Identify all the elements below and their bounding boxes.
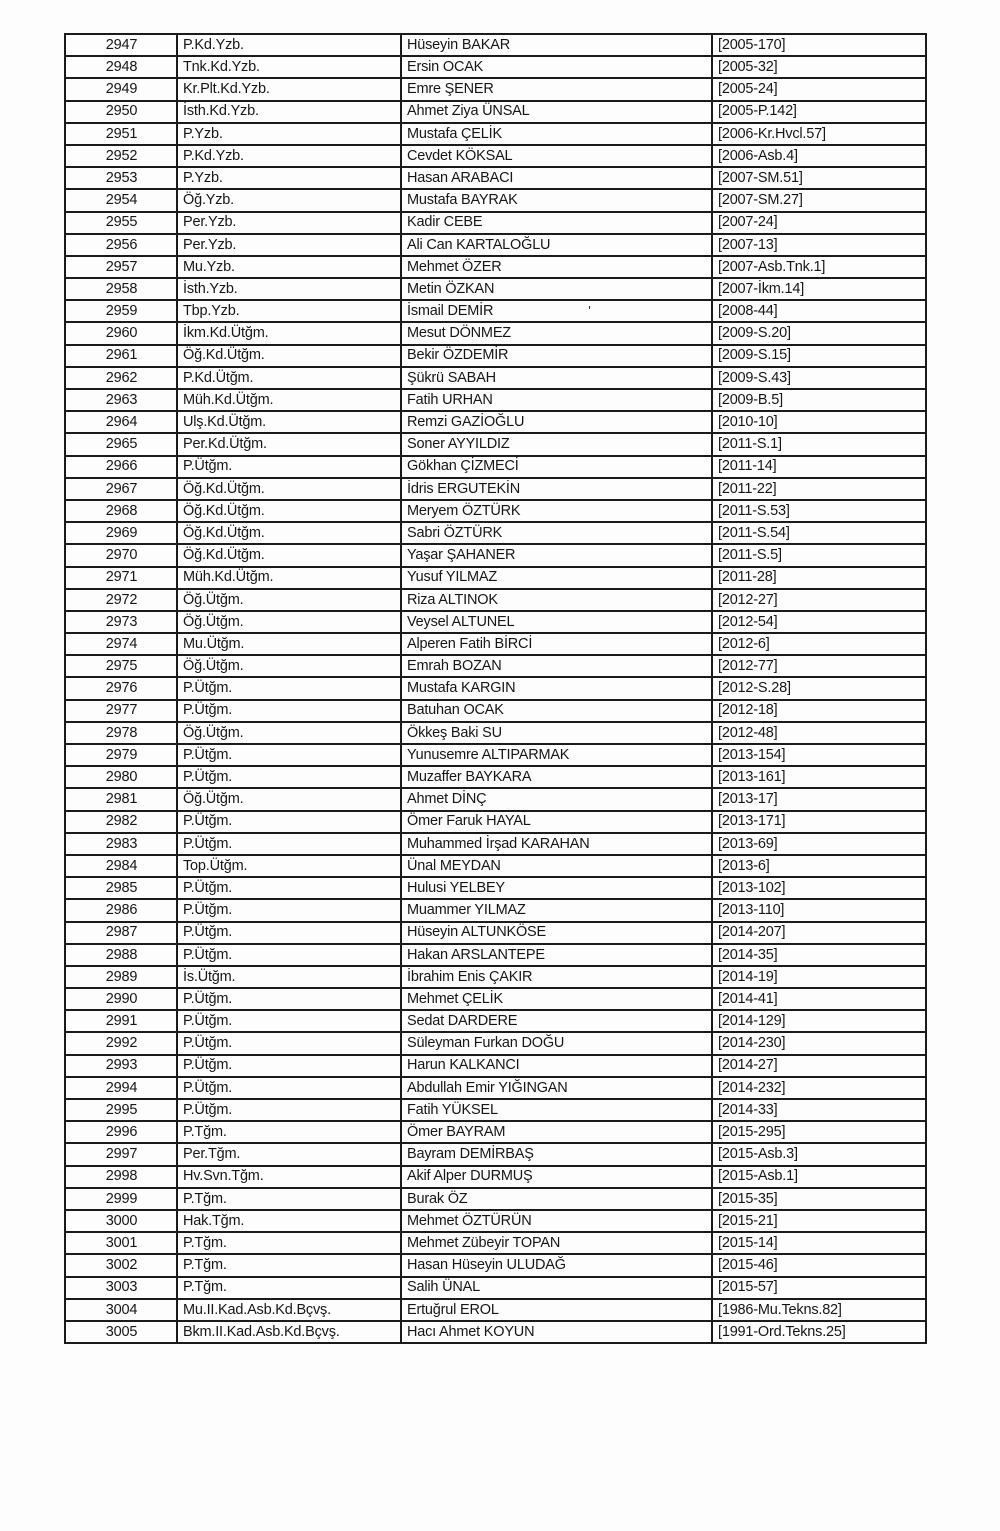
table-row bbox=[65, 1254, 926, 1276]
row-name-cell: Sedat DARDERE bbox=[401, 1010, 712, 1032]
row-rank-cell: P.Ütğm. bbox=[177, 677, 401, 699]
table-row bbox=[65, 700, 926, 722]
row-code-cell: [2007-Asb.Tnk.1] bbox=[712, 256, 926, 278]
table-row bbox=[65, 189, 926, 211]
row-number-cell: 2975 bbox=[65, 655, 177, 677]
row-name-cell: Hasan Hüseyin ULUDAĞ bbox=[401, 1254, 712, 1276]
row-name-cell: Muammer YILMAZ bbox=[401, 899, 712, 921]
table-row bbox=[65, 922, 926, 944]
row-rank-cell: P.Kd.Yzb. bbox=[177, 145, 401, 167]
row-name-cell: Yusuf YILMAZ bbox=[401, 567, 712, 589]
table-row bbox=[65, 389, 926, 411]
row-name-cell: Alperen Fatih BİRCİ bbox=[401, 633, 712, 655]
row-code-cell: [2006-Kr.Hvcl.57] bbox=[712, 123, 926, 145]
row-rank-cell: P.Ütğm. bbox=[177, 922, 401, 944]
row-name-cell: Ahmet Ziya ÜNSAL bbox=[401, 101, 712, 123]
row-rank-cell: P.Ütğm. bbox=[177, 456, 401, 478]
row-number-cell: 2987 bbox=[65, 922, 177, 944]
row-number-cell: 3003 bbox=[65, 1277, 177, 1299]
row-name-cell: Salih ÜNAL bbox=[401, 1277, 712, 1299]
row-code-cell: [2013-102] bbox=[712, 877, 926, 899]
row-name-cell: Gökhan ÇİZMECİ bbox=[401, 456, 712, 478]
table-row bbox=[65, 1055, 926, 1077]
row-rank-cell: P.Ütğm. bbox=[177, 944, 401, 966]
row-number-cell: 2967 bbox=[65, 478, 177, 500]
row-code-cell: [2012-6] bbox=[712, 633, 926, 655]
row-rank-cell: Mu.II.Kad.Asb.Kd.Bçvş. bbox=[177, 1299, 401, 1321]
row-name-cell: Abdullah Emir YIĞINGAN bbox=[401, 1077, 712, 1099]
table-row bbox=[65, 722, 926, 744]
row-rank-cell: P.Ütğm. bbox=[177, 1010, 401, 1032]
table-row bbox=[65, 522, 926, 544]
row-number-cell: 2981 bbox=[65, 788, 177, 810]
row-rank-cell: Müh.Kd.Ütğm. bbox=[177, 567, 401, 589]
table-row bbox=[65, 101, 926, 123]
row-number-cell: 2980 bbox=[65, 766, 177, 788]
row-rank-cell: P.Tğm. bbox=[177, 1232, 401, 1254]
table-row bbox=[65, 300, 926, 322]
row-number-cell: 3005 bbox=[65, 1321, 177, 1343]
row-number-cell: 3001 bbox=[65, 1232, 177, 1254]
row-code-cell: [2015-46] bbox=[712, 1254, 926, 1276]
table-row bbox=[65, 1277, 926, 1299]
row-rank-cell: P.Ütğm. bbox=[177, 1077, 401, 1099]
table-row bbox=[65, 788, 926, 810]
row-rank-cell: Top.Ütğm. bbox=[177, 855, 401, 877]
row-code-cell: [2015-295] bbox=[712, 1121, 926, 1143]
row-code-cell: [2014-27] bbox=[712, 1055, 926, 1077]
row-code-cell: [2007-24] bbox=[712, 212, 926, 234]
row-code-cell: [2013-6] bbox=[712, 855, 926, 877]
scan-artifact-mark: ' bbox=[588, 303, 591, 319]
table-row bbox=[65, 78, 926, 100]
row-code-cell: [2013-171] bbox=[712, 811, 926, 833]
row-code-cell: [2014-33] bbox=[712, 1099, 926, 1121]
row-name-cell: Ömer BAYRAM bbox=[401, 1121, 712, 1143]
row-name-cell: Ömer Faruk HAYAL bbox=[401, 811, 712, 833]
row-number-cell: 2974 bbox=[65, 633, 177, 655]
table-row bbox=[65, 899, 926, 921]
row-rank-cell: P.Ütğm. bbox=[177, 899, 401, 921]
table-row bbox=[65, 167, 926, 189]
row-rank-cell: Kr.Plt.Kd.Yzb. bbox=[177, 78, 401, 100]
row-name-cell: Remzi GAZİOĞLU bbox=[401, 411, 712, 433]
table-row bbox=[65, 589, 926, 611]
row-name-cell: Hasan ARABACI bbox=[401, 167, 712, 189]
row-code-cell: [2007-13] bbox=[712, 234, 926, 256]
row-rank-cell: Öğ.Yzb. bbox=[177, 189, 401, 211]
row-code-cell: [2009-B.5] bbox=[712, 389, 926, 411]
row-number-cell: 2973 bbox=[65, 611, 177, 633]
row-rank-cell: Hak.Tğm. bbox=[177, 1210, 401, 1232]
row-code-cell: [2009-S.43] bbox=[712, 367, 926, 389]
row-rank-cell: P.Ütğm. bbox=[177, 833, 401, 855]
table-row bbox=[65, 633, 926, 655]
table-row bbox=[65, 212, 926, 234]
row-name-cell: Ökkeş Baki SU bbox=[401, 722, 712, 744]
row-code-cell: [2015-Asb.3] bbox=[712, 1143, 926, 1165]
row-code-cell: [2008-44] bbox=[712, 300, 926, 322]
row-code-cell: [2013-110] bbox=[712, 899, 926, 921]
row-code-cell: [2014-19] bbox=[712, 966, 926, 988]
row-name-cell: Bekir ÖZDEMİR bbox=[401, 345, 712, 367]
row-number-cell: 3000 bbox=[65, 1210, 177, 1232]
row-name-cell: Mehmet ÖZTÜRÜN bbox=[401, 1210, 712, 1232]
row-rank-cell: P.Ütğm. bbox=[177, 1099, 401, 1121]
row-code-cell: [2015-57] bbox=[712, 1277, 926, 1299]
row-rank-cell: P.Tğm. bbox=[177, 1121, 401, 1143]
row-code-cell: [2014-207] bbox=[712, 922, 926, 944]
row-number-cell: 2965 bbox=[65, 433, 177, 455]
personnel-table-body bbox=[65, 34, 926, 1343]
row-name-cell: Hacı Ahmet KOYUN bbox=[401, 1321, 712, 1343]
table-row bbox=[65, 1010, 926, 1032]
row-name-cell: Hulusi YELBEY bbox=[401, 877, 712, 899]
table-row bbox=[65, 367, 926, 389]
row-name-cell: Meryem ÖZTÜRK bbox=[401, 500, 712, 522]
row-number-cell: 2999 bbox=[65, 1188, 177, 1210]
row-rank-cell: P.Ütğm. bbox=[177, 811, 401, 833]
row-rank-cell: Ulş.Kd.Ütğm. bbox=[177, 411, 401, 433]
table-row bbox=[65, 766, 926, 788]
row-rank-cell: P.Kd.Yzb. bbox=[177, 34, 401, 56]
row-number-cell: 2988 bbox=[65, 944, 177, 966]
row-rank-cell: İsth.Yzb. bbox=[177, 278, 401, 300]
row-name-cell: Emrah BOZAN bbox=[401, 655, 712, 677]
row-rank-cell: P.Kd.Ütğm. bbox=[177, 367, 401, 389]
row-rank-cell: Öğ.Ütğm. bbox=[177, 589, 401, 611]
row-rank-cell: P.Tğm. bbox=[177, 1277, 401, 1299]
row-number-cell: 2972 bbox=[65, 589, 177, 611]
row-code-cell: [2013-161] bbox=[712, 766, 926, 788]
row-code-cell: [2013-154] bbox=[712, 744, 926, 766]
table-row bbox=[65, 811, 926, 833]
row-number-cell: 2990 bbox=[65, 988, 177, 1010]
table-row bbox=[65, 655, 926, 677]
row-name-cell: Mustafa KARGIN bbox=[401, 677, 712, 699]
row-code-cell: [2012-27] bbox=[712, 589, 926, 611]
row-name-cell: Şükrü SABAH bbox=[401, 367, 712, 389]
row-rank-cell: İs.Ütğm. bbox=[177, 966, 401, 988]
table-row bbox=[65, 1299, 926, 1321]
row-number-cell: 2994 bbox=[65, 1077, 177, 1099]
row-name-cell: Riza ALTINOK bbox=[401, 589, 712, 611]
row-code-cell: [2014-230] bbox=[712, 1032, 926, 1054]
row-rank-cell: P.Ütğm. bbox=[177, 744, 401, 766]
row-number-cell: 2959 bbox=[65, 300, 177, 322]
row-number-cell: 2971 bbox=[65, 567, 177, 589]
row-name-cell: Bayram DEMİRBAŞ bbox=[401, 1143, 712, 1165]
table-row bbox=[65, 1321, 926, 1343]
row-number-cell: 2991 bbox=[65, 1010, 177, 1032]
row-code-cell: [2010-10] bbox=[712, 411, 926, 433]
table-row bbox=[65, 1121, 926, 1143]
row-code-cell: [1986-Mu.Tekns.82] bbox=[712, 1299, 926, 1321]
row-rank-cell: Öğ.Kd.Ütğm. bbox=[177, 522, 401, 544]
row-name-cell: Mehmet ÖZER bbox=[401, 256, 712, 278]
row-code-cell: [2014-232] bbox=[712, 1077, 926, 1099]
table-row bbox=[65, 456, 926, 478]
row-rank-cell: Hv.Svn.Tğm. bbox=[177, 1166, 401, 1188]
row-number-cell: 2978 bbox=[65, 722, 177, 744]
table-row bbox=[65, 1077, 926, 1099]
row-name-cell: Batuhan OCAK bbox=[401, 700, 712, 722]
table-row bbox=[65, 145, 926, 167]
table-row bbox=[65, 1232, 926, 1254]
row-number-cell: 2996 bbox=[65, 1121, 177, 1143]
row-name-cell: Ertuğrul EROL bbox=[401, 1299, 712, 1321]
row-name-cell: Muzaffer BAYKARA bbox=[401, 766, 712, 788]
row-rank-cell: P.Ütğm. bbox=[177, 877, 401, 899]
table-row bbox=[65, 478, 926, 500]
row-rank-cell: Per.Tğm. bbox=[177, 1143, 401, 1165]
table-row bbox=[65, 1143, 926, 1165]
row-name-cell: İdris ERGUTEKİN bbox=[401, 478, 712, 500]
table-row bbox=[65, 611, 926, 633]
table-row bbox=[65, 988, 926, 1010]
row-number-cell: 2950 bbox=[65, 101, 177, 123]
row-number-cell: 2993 bbox=[65, 1055, 177, 1077]
table-row bbox=[65, 1188, 926, 1210]
row-number-cell: 2985 bbox=[65, 877, 177, 899]
row-code-cell: [2011-S.5] bbox=[712, 544, 926, 566]
row-number-cell: 2955 bbox=[65, 212, 177, 234]
row-rank-cell: Müh.Kd.Ütğm. bbox=[177, 389, 401, 411]
table-row bbox=[65, 234, 926, 256]
table-row bbox=[65, 411, 926, 433]
row-code-cell: [2005-24] bbox=[712, 78, 926, 100]
row-rank-cell: Mu.Ütğm. bbox=[177, 633, 401, 655]
table-row bbox=[65, 278, 926, 300]
row-name-cell: Yunusemre ALTIPARMAK bbox=[401, 744, 712, 766]
table-row bbox=[65, 433, 926, 455]
row-code-cell: [2012-54] bbox=[712, 611, 926, 633]
row-name-cell: Ünal MEYDAN bbox=[401, 855, 712, 877]
table-row bbox=[65, 855, 926, 877]
row-number-cell: 2977 bbox=[65, 700, 177, 722]
row-rank-cell: P.Yzb. bbox=[177, 167, 401, 189]
row-rank-cell: Tnk.Kd.Yzb. bbox=[177, 56, 401, 78]
row-number-cell: 2976 bbox=[65, 677, 177, 699]
table-row bbox=[65, 833, 926, 855]
row-number-cell: 2952 bbox=[65, 145, 177, 167]
row-code-cell: [2007-İkm.14] bbox=[712, 278, 926, 300]
row-name-cell: Soner AYYILDIZ bbox=[401, 433, 712, 455]
row-number-cell: 2951 bbox=[65, 123, 177, 145]
row-name-cell: Hüseyin BAKAR bbox=[401, 34, 712, 56]
row-rank-cell: P.Ütğm. bbox=[177, 1032, 401, 1054]
table-row bbox=[65, 500, 926, 522]
table-row bbox=[65, 677, 926, 699]
row-name-cell: Burak ÖZ bbox=[401, 1188, 712, 1210]
row-code-cell: [2012-48] bbox=[712, 722, 926, 744]
table-row bbox=[65, 966, 926, 988]
row-code-cell: [2015-35] bbox=[712, 1188, 926, 1210]
row-code-cell: [2012-18] bbox=[712, 700, 926, 722]
row-name-cell: Mehmet ÇELİK bbox=[401, 988, 712, 1010]
table-row bbox=[65, 34, 926, 56]
row-rank-cell: P.Ütğm. bbox=[177, 700, 401, 722]
row-number-cell: 2954 bbox=[65, 189, 177, 211]
row-number-cell: 2947 bbox=[65, 34, 177, 56]
row-name-cell: İsmail DEMİR ' bbox=[401, 300, 712, 322]
row-number-cell: 2958 bbox=[65, 278, 177, 300]
row-code-cell: [2005-32] bbox=[712, 56, 926, 78]
row-rank-cell: P.Ütğm. bbox=[177, 766, 401, 788]
row-number-cell: 2998 bbox=[65, 1166, 177, 1188]
row-rank-cell: İkm.Kd.Ütğm. bbox=[177, 322, 401, 344]
row-rank-cell: Öğ.Ütğm. bbox=[177, 655, 401, 677]
row-rank-cell: P.Ütğm. bbox=[177, 988, 401, 1010]
row-number-cell: 2966 bbox=[65, 456, 177, 478]
row-number-cell: 2949 bbox=[65, 78, 177, 100]
row-number-cell: 2992 bbox=[65, 1032, 177, 1054]
row-number-cell: 2956 bbox=[65, 234, 177, 256]
row-rank-cell: P.Tğm. bbox=[177, 1254, 401, 1276]
row-name-cell: Cevdet KÖKSAL bbox=[401, 145, 712, 167]
row-code-cell: [2007-SM.51] bbox=[712, 167, 926, 189]
table-row bbox=[65, 544, 926, 566]
row-rank-cell: Öğ.Kd.Ütğm. bbox=[177, 345, 401, 367]
row-rank-cell: Öğ.Kd.Ütğm. bbox=[177, 544, 401, 566]
row-code-cell: [2014-35] bbox=[712, 944, 926, 966]
row-number-cell: 2948 bbox=[65, 56, 177, 78]
table-row bbox=[65, 567, 926, 589]
table-row bbox=[65, 256, 926, 278]
table-row bbox=[65, 1166, 926, 1188]
row-name-cell: Süleyman Furkan DOĞU bbox=[401, 1032, 712, 1054]
row-number-cell: 2997 bbox=[65, 1143, 177, 1165]
row-name-cell: Mustafa BAYRAK bbox=[401, 189, 712, 211]
row-code-cell: [2009-S.20] bbox=[712, 322, 926, 344]
row-number-cell: 2986 bbox=[65, 899, 177, 921]
row-code-cell: [2007-SM.27] bbox=[712, 189, 926, 211]
row-number-cell: 2961 bbox=[65, 345, 177, 367]
row-name-cell: Akif Alper DURMUŞ bbox=[401, 1166, 712, 1188]
row-number-cell: 3002 bbox=[65, 1254, 177, 1276]
row-number-cell: 2982 bbox=[65, 811, 177, 833]
row-name-cell: Metin ÖZKAN bbox=[401, 278, 712, 300]
row-rank-cell: P.Tğm. bbox=[177, 1188, 401, 1210]
row-number-cell: 2962 bbox=[65, 367, 177, 389]
row-code-cell: [2006-Asb.4] bbox=[712, 145, 926, 167]
row-name-cell: Ahmet DİNÇ bbox=[401, 788, 712, 810]
row-code-cell: [2011-S.54] bbox=[712, 522, 926, 544]
row-number-cell: 2969 bbox=[65, 522, 177, 544]
row-code-cell: [2015-14] bbox=[712, 1232, 926, 1254]
table-row bbox=[65, 1210, 926, 1232]
row-name-cell: Muhammed İrşad KARAHAN bbox=[401, 833, 712, 855]
row-rank-cell: Mu.Yzb. bbox=[177, 256, 401, 278]
row-code-cell: [2005-170] bbox=[712, 34, 926, 56]
row-number-cell: 2968 bbox=[65, 500, 177, 522]
row-number-cell: 2960 bbox=[65, 322, 177, 344]
row-code-cell: [2012-S.28] bbox=[712, 677, 926, 699]
table-row bbox=[65, 944, 926, 966]
row-number-cell: 3004 bbox=[65, 1299, 177, 1321]
row-rank-cell: İsth.Kd.Yzb. bbox=[177, 101, 401, 123]
row-code-cell: [2013-17] bbox=[712, 788, 926, 810]
row-code-cell: [2011-S.53] bbox=[712, 500, 926, 522]
row-code-cell: [2014-129] bbox=[712, 1010, 926, 1032]
table-row bbox=[65, 345, 926, 367]
row-rank-cell: Öğ.Ütğm. bbox=[177, 788, 401, 810]
row-name-cell: Hüseyin ALTUNKÖSE bbox=[401, 922, 712, 944]
row-name-cell: Hakan ARSLANTEPE bbox=[401, 944, 712, 966]
row-rank-cell: Per.Yzb. bbox=[177, 212, 401, 234]
row-rank-cell: P.Ütğm. bbox=[177, 1055, 401, 1077]
row-number-cell: 2964 bbox=[65, 411, 177, 433]
row-name-cell: İbrahim Enis ÇAKIR bbox=[401, 966, 712, 988]
row-code-cell: [2015-21] bbox=[712, 1210, 926, 1232]
row-code-cell: [2014-41] bbox=[712, 988, 926, 1010]
table-row bbox=[65, 56, 926, 78]
row-number-cell: 2983 bbox=[65, 833, 177, 855]
row-rank-cell: Öğ.Ütğm. bbox=[177, 611, 401, 633]
row-code-cell: [2011-S.1] bbox=[712, 433, 926, 455]
row-code-cell: [1991-Ord.Tekns.25] bbox=[712, 1321, 926, 1343]
row-name-cell: Emre ŞENER bbox=[401, 78, 712, 100]
row-number-cell: 2970 bbox=[65, 544, 177, 566]
row-name-cell: Ali Can KARTALOĞLU bbox=[401, 234, 712, 256]
row-number-cell: 2995 bbox=[65, 1099, 177, 1121]
row-code-cell: [2009-S.15] bbox=[712, 345, 926, 367]
row-number-cell: 2984 bbox=[65, 855, 177, 877]
row-rank-cell: Öğ.Ütğm. bbox=[177, 722, 401, 744]
row-name-cell: Harun KALKANCI bbox=[401, 1055, 712, 1077]
row-code-cell: [2011-14] bbox=[712, 456, 926, 478]
table-row bbox=[65, 123, 926, 145]
row-name-cell: Veysel ALTUNEL bbox=[401, 611, 712, 633]
row-code-cell: [2011-22] bbox=[712, 478, 926, 500]
table-row bbox=[65, 322, 926, 344]
row-code-cell: [2005-P.142] bbox=[712, 101, 926, 123]
row-name-cell: Mustafa ÇELİK bbox=[401, 123, 712, 145]
row-name-cell: Fatih URHAN bbox=[401, 389, 712, 411]
row-number-cell: 2957 bbox=[65, 256, 177, 278]
row-number-cell: 2963 bbox=[65, 389, 177, 411]
table-row bbox=[65, 1032, 926, 1054]
row-rank-cell: Öğ.Kd.Ütğm. bbox=[177, 500, 401, 522]
row-name-cell: Fatih YÜKSEL bbox=[401, 1099, 712, 1121]
personnel-table bbox=[64, 33, 927, 1344]
row-code-cell: [2015-Asb.1] bbox=[712, 1166, 926, 1188]
row-rank-cell: Per.Kd.Ütğm. bbox=[177, 433, 401, 455]
table-row bbox=[65, 1099, 926, 1121]
row-rank-cell: Per.Yzb. bbox=[177, 234, 401, 256]
row-name-cell: Sabri ÖZTÜRK bbox=[401, 522, 712, 544]
table-row bbox=[65, 877, 926, 899]
row-name-cell: Ersin OCAK bbox=[401, 56, 712, 78]
row-number-cell: 2979 bbox=[65, 744, 177, 766]
row-name-cell: Mehmet Zübeyir TOPAN bbox=[401, 1232, 712, 1254]
row-code-cell: [2013-69] bbox=[712, 833, 926, 855]
row-name-cell: Kadir CEBE bbox=[401, 212, 712, 234]
row-rank-cell: Öğ.Kd.Ütğm. bbox=[177, 478, 401, 500]
row-code-cell: [2011-28] bbox=[712, 567, 926, 589]
row-code-cell: [2012-77] bbox=[712, 655, 926, 677]
row-name-cell: Yaşar ŞAHANER bbox=[401, 544, 712, 566]
row-number-cell: 2953 bbox=[65, 167, 177, 189]
row-rank-cell: P.Yzb. bbox=[177, 123, 401, 145]
row-rank-cell: Tbp.Yzb. bbox=[177, 300, 401, 322]
table-row bbox=[65, 744, 926, 766]
row-rank-cell: Bkm.II.Kad.Asb.Kd.Bçvş. bbox=[177, 1321, 401, 1343]
row-name-cell: Mesut DÖNMEZ bbox=[401, 322, 712, 344]
row-number-cell: 2989 bbox=[65, 966, 177, 988]
